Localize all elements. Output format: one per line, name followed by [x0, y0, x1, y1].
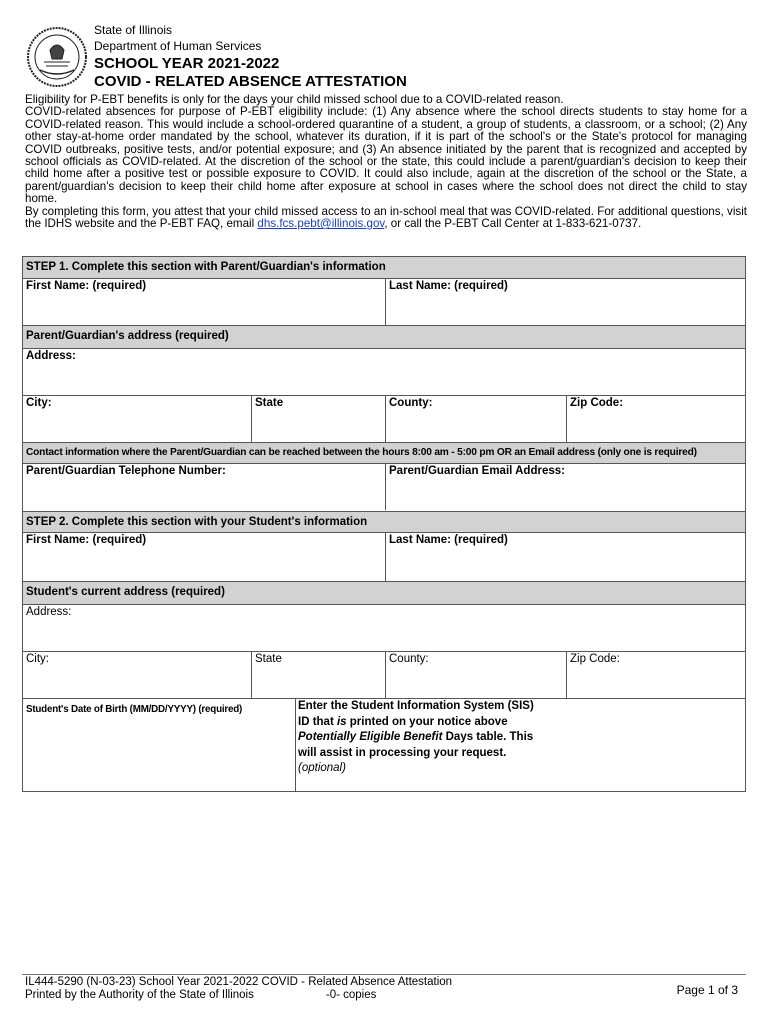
student-state-field[interactable]: State: [255, 653, 282, 665]
department-name: Department of Human Services: [94, 39, 262, 53]
contact-heading: Contact information where the Parent/Guardian can be reached between the hours 8:00 am - 5:00 pm OR an Email address (only one is required): [23, 442, 745, 464]
intro-paragraph-1: Eligibility for P-EBT benefits is only for the days your child missed school due to a COVID-related reason.: [25, 93, 564, 106]
parent-zip-field[interactable]: Zip Code:: [570, 397, 624, 409]
student-address-heading: Student's current address (required): [23, 581, 745, 605]
footer-authority: Printed by the Authority of the State of Illinois -0- copies: [25, 988, 377, 1001]
student-last-name-field[interactable]: Last Name: (required): [389, 534, 508, 546]
student-dob-field[interactable]: Student's Date of Birth (MM/DD/YYYY) (required): [26, 704, 243, 715]
parent-address-field[interactable]: Address:: [26, 350, 76, 362]
intro-text: [25, 94, 747, 230]
attestation-form: [22, 256, 746, 792]
page-number: Page 1 of 3: [676, 983, 738, 997]
footer-copies: -0- copies: [325, 988, 377, 1001]
parent-phone-field[interactable]: Parent/Guardian Telephone Number:: [26, 465, 226, 477]
illinois-state-seal-icon: [26, 26, 88, 88]
step2-heading: STEP 2. Complete this section with your Student's information: [23, 511, 745, 533]
school-year-title: SCHOOL YEAR 2021-2022: [94, 55, 280, 72]
student-city-field[interactable]: City:: [26, 653, 49, 665]
student-zip-field[interactable]: Zip Code:: [570, 653, 620, 665]
intro-paragraph-3: By completing this form, you attest that your child missed access to an in-school meal that was COVID-related. For additional questions, visit the IDHS website and the P-EBT FAQ, email dhs.fcs.pebt@illinois.gov, or call the P-EBT Call Center at 1-833-621-0737.: [25, 204, 747, 231]
parent-last-name-field[interactable]: Last Name: (required): [389, 280, 508, 292]
student-first-name-field[interactable]: First Name: (required): [26, 534, 147, 546]
state-name: State of Illinois: [94, 23, 173, 37]
parent-first-name-field[interactable]: First Name: (required): [26, 280, 147, 292]
parent-city-field[interactable]: City:: [26, 397, 52, 409]
email-link[interactable]: dhs.fcs.pebt@illinois.gov: [257, 217, 385, 231]
form-title: COVID - RELATED ABSENCE ATTESTATION: [94, 73, 407, 90]
student-address-field[interactable]: Address:: [26, 606, 72, 618]
footer-form-id: IL444-5290 (N-03-23) School Year 2021-2022 COVID - Related Absence Attestation: [25, 976, 453, 988]
parent-county-field[interactable]: County:: [389, 397, 433, 409]
sis-id-instructions: Enter the Student Information System (SIS) ID that is printed on your notice above Potentially Eligible Benefit Days table. This will assist in processing your request. (optional): [298, 700, 534, 774]
parent-address-heading: Parent/Guardian's address (required): [23, 325, 745, 349]
student-county-field[interactable]: County:: [389, 653, 429, 665]
intro-paragraph-2: COVID-related absences for purpose of P-EBT eligibility include: (1) Any absence where the school directs students to stay home for a COVID-related reason. This would include a school-ordered quarantine of a student, a group of students, a classroom, or a school; (2) Any other stay-at-home order mandated by the school, whatever its duration, if it is part of the school's or the State's protocol for managing COVID outbreaks, positive tests, and/or potential exposure; and (3) An absence initiated by the parent that is recognized and accepted by school officials as COVID-related. At the discretion of the school or the state, this could include a parent/guardian's decision to keep their child home after a positive test or possible exposure to COVID. It could also include, again at the discretion of the school or the State, a parent/guardian's decision to keep their child home after exposure at school in cases where the school does not direct the child to stay home.: [25, 105, 747, 206]
footer: [25, 976, 452, 1001]
parent-state-field[interactable]: State: [255, 397, 284, 409]
footer-divider: [22, 974, 746, 975]
parent-email-field[interactable]: Parent/Guardian Email Address:: [389, 465, 565, 477]
step1-heading: STEP 1. Complete this section with Parent/Guardian's information: [23, 257, 745, 279]
